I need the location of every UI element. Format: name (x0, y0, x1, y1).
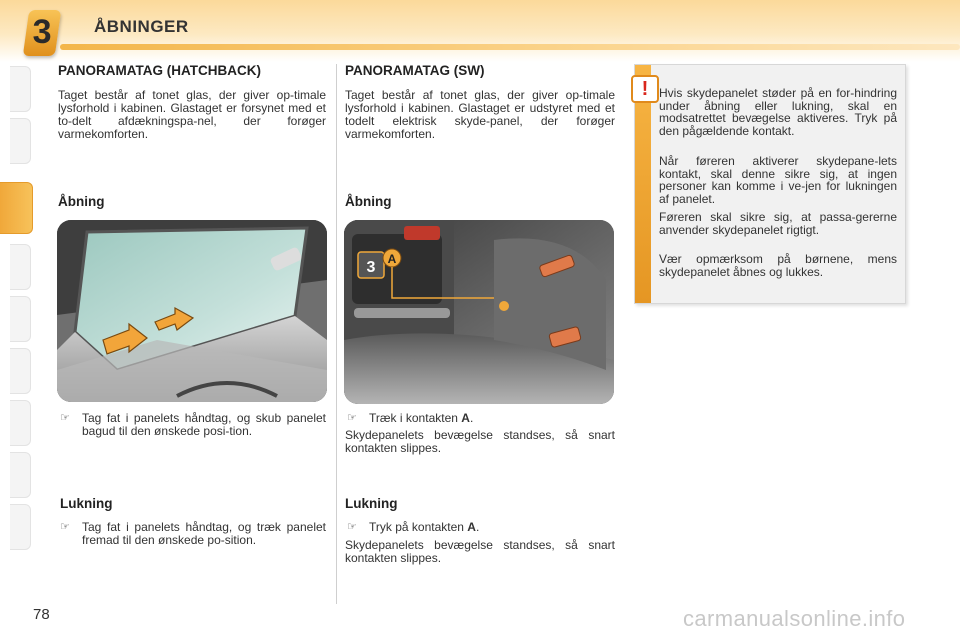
chapter-tabs (0, 66, 32, 576)
chapter-tab[interactable] (10, 66, 31, 112)
closing-heading: Lukning (60, 496, 113, 511)
chapter-title: ÅBNINGER (94, 17, 189, 36)
warning-paragraph: Hvis skydepanelet støder på en for-hindring under åbning eller lukning, skal en modsatrettet bevægelse aktiveres. Tryk på den pågældende kontakt. (659, 86, 897, 138)
warning-paragraph: Føreren skal sikre sig, at passa-gererne anvender skydepanelet rigtigt. (659, 210, 897, 237)
chapter-tab[interactable] (10, 452, 31, 498)
finger-pointer-icon: ☞ (60, 412, 70, 424)
warning-paragraph: Vær opmærksom på børnene, mens skydepanelet åbnes og lukkes. (659, 252, 897, 279)
section-title-sw: PANORAMATAG (SW) (345, 63, 485, 78)
photo-label-a: A (387, 252, 397, 266)
chapter-tab[interactable] (10, 296, 31, 342)
chapter-tab-active[interactable] (0, 182, 33, 234)
page-header (0, 0, 960, 62)
sw-opening-text-suffix: . (469, 411, 474, 425)
hatchback-closing-step (60, 521, 326, 547)
sw-closing-text-prefix: Tryk på kontakten (369, 520, 468, 534)
roof-switch-photo (344, 220, 614, 404)
sw-opening-heading: Åbning (345, 194, 392, 209)
sw-opening-text (347, 412, 615, 425)
chapter-tab[interactable] (10, 400, 31, 446)
warning-exclamation-icon: ! (631, 75, 659, 103)
finger-pointer-icon: ☞ (60, 521, 70, 533)
opening-heading: Åbning (58, 194, 105, 209)
chapter-badge (23, 10, 61, 56)
chapter-tab[interactable] (10, 348, 31, 394)
section-title-hatchback: PANORAMATAG (HATCHBACK) (58, 63, 261, 78)
chapter-tab[interactable] (10, 118, 31, 164)
hatchback-opening-step (60, 412, 326, 438)
chapter-number: 3 (32, 13, 52, 51)
sw-closing-heading: Lukning (345, 496, 398, 511)
header-rule (60, 44, 960, 50)
sw-opening-note: Skydepanelets bevægelse standses, så snart kontakten slippes. (345, 428, 615, 455)
column-divider (336, 64, 337, 604)
page-number: 78 (33, 606, 50, 623)
photo-label-3: 3 (366, 259, 376, 276)
finger-pointer-icon: ☞ (347, 412, 357, 424)
finger-pointer-icon: ☞ (347, 521, 357, 533)
chapter-tab[interactable] (10, 504, 31, 550)
sw-closing-note: Skydepanelets bevægelse standses, så snart kontakten slippes. (345, 538, 615, 565)
sw-opening-text-prefix: Træk i kontakten (369, 411, 462, 425)
switch-key-a: A (461, 411, 470, 425)
hatchback-intro: Taget består af tonet glas, der giver op-timale lysforhold i kabinen. Glastaget er forsynet med et to-delt afdækningspa-nel, der forøger varmekomforten. (58, 88, 326, 141)
warning-paragraph: Når føreren aktiverer skydepane-lets kontakt, skal denne sikre sig, at ingen personer kan komme i ve-jen for lukningen af panelet. (659, 154, 897, 206)
sunroof-photo (57, 220, 327, 402)
switch-key-a: A (467, 520, 476, 534)
sw-intro: Taget består af tonet glas, der giver op-timale lysforhold i kabinen. Glastaget er udstyret med et todelt elektrisk skyde-panel, der forøger varmekomforten. (345, 88, 615, 141)
hatchback-closing-text: Tag fat i panelets håndtag, og træk panelet fremad til den ønskede po-sition. (82, 520, 326, 547)
sw-closing-step (347, 521, 615, 534)
sw-closing-text-suffix: . (475, 520, 480, 534)
watermark: carmanualsonline.info (683, 606, 906, 631)
warning-box (634, 64, 906, 304)
chapter-tab[interactable] (10, 244, 31, 290)
sw-opening-step (347, 412, 615, 425)
hatchback-opening-text: Tag fat i panelets håndtag, og skub panelet bagud til den ønskede posi-tion. (82, 411, 326, 438)
sw-closing-text (347, 521, 615, 534)
